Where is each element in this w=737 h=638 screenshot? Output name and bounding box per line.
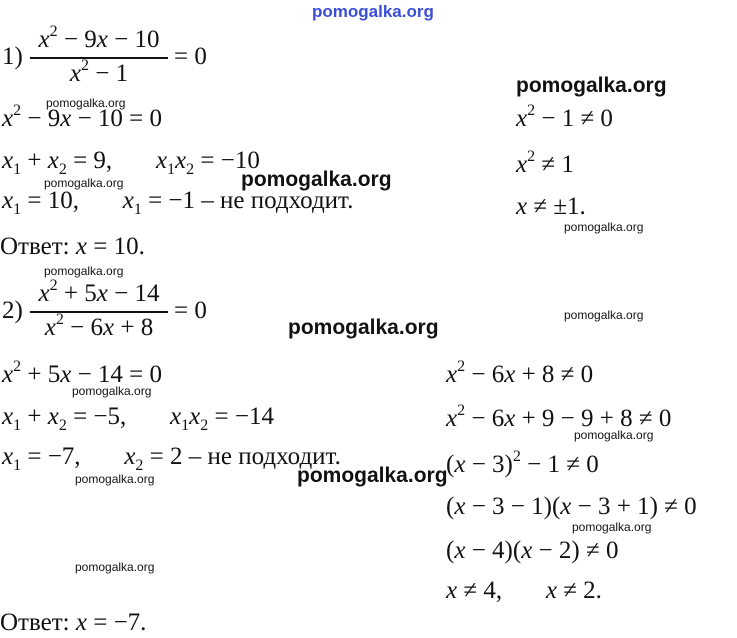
condition-line: $x^2 - 1 \ne 0$: [516, 102, 613, 132]
fraction-bar: [30, 57, 168, 59]
fraction-2-denominator: $x^2 - 6x + 8$: [44, 311, 154, 341]
condition-line: $x^2 - 6x + 8 \ne 0$: [446, 358, 594, 388]
watermark-small: pomogalka.org: [75, 560, 155, 574]
watermark-small: pomogalka.org: [75, 472, 155, 486]
watermark: pomogalka.org: [241, 168, 392, 191]
problem-1-label: 1): [2, 43, 23, 70]
fraction-bar: [30, 311, 168, 313]
watermark: pomogalka.org: [516, 74, 667, 97]
condition-line: (x − 3 − 1)(x − 3 + 1) ≠ 0: [446, 493, 697, 520]
roots-line: $x_1 = 10$, $x_1 = -1$ – не подходит.: [2, 187, 354, 218]
watermark-small: pomogalka.org: [44, 176, 124, 190]
watermark: pomogalka.org: [297, 464, 448, 487]
watermark-small: pomogalka.org: [72, 384, 152, 398]
watermark-small: pomogalka.org: [46, 96, 126, 110]
watermark: pomogalka.org: [288, 316, 439, 339]
answer-value: = 10.: [93, 233, 145, 260]
not-fits-text: – не подходит.: [201, 187, 354, 214]
answer-line: Ответ: x = 10.: [0, 233, 145, 260]
fraction-1-denominator: $x^2 - 1$: [69, 57, 129, 87]
equation-line: $x^2 + 5x - 14 = 0$: [2, 358, 163, 388]
condition-line: $x^2 - 6x + 9 - 9 + 8 \ne 0$: [446, 402, 672, 432]
condition-line: $x^2 \ne 1$: [516, 148, 574, 178]
vieta-line: $x_1 + x_2 = -5$, $x_1x_2 = -14$: [2, 403, 274, 434]
not-fits-text: – не подходит.: [188, 443, 341, 470]
problem-2-label: 2): [2, 297, 23, 324]
fraction-1: [30, 23, 168, 92]
answer-prefix: Ответ:: [0, 609, 70, 636]
answer-prefix: Ответ:: [0, 233, 70, 260]
answer-value: = −7.: [93, 609, 147, 636]
condition-line: x ≠ ±1.: [516, 193, 586, 220]
equation-line: $x^2 - 9x - 10 = 0$: [2, 102, 163, 132]
fraction-2-numerator: $x^2 + 5x - 14$: [38, 277, 160, 307]
condition-line: (x − 4)(x − 2) ≠ 0: [446, 537, 619, 564]
answer-line: Ответ: x = −7.: [0, 609, 147, 636]
problem-1-equals: = 0: [174, 43, 207, 70]
problem-2-equals: = 0: [174, 297, 207, 324]
watermark-small: pomogalka.org: [564, 220, 644, 234]
condition-line: x ≠ 4, x ≠ 2.: [446, 577, 602, 604]
watermark-small: pomogalka.org: [572, 520, 652, 534]
watermark-small: pomogalka.org: [574, 428, 654, 442]
watermark-small: pomogalka.org: [44, 264, 124, 278]
roots-line: $x_1 = -7$, $x_2 = 2$ – не подходит.: [2, 443, 341, 474]
condition-line: $(x - 3)^2 - 1 \ne 0$: [446, 448, 599, 478]
watermark-top: pomogalka.org: [312, 2, 434, 21]
watermark-small: pomogalka.org: [564, 308, 644, 322]
vieta-line: $x_1 + x_2 = 9$, $x_1x_2 = -10$: [2, 147, 260, 178]
fraction-1-numerator: $x^2 - 9x - 10$: [38, 23, 160, 53]
fraction-2: [30, 277, 168, 346]
